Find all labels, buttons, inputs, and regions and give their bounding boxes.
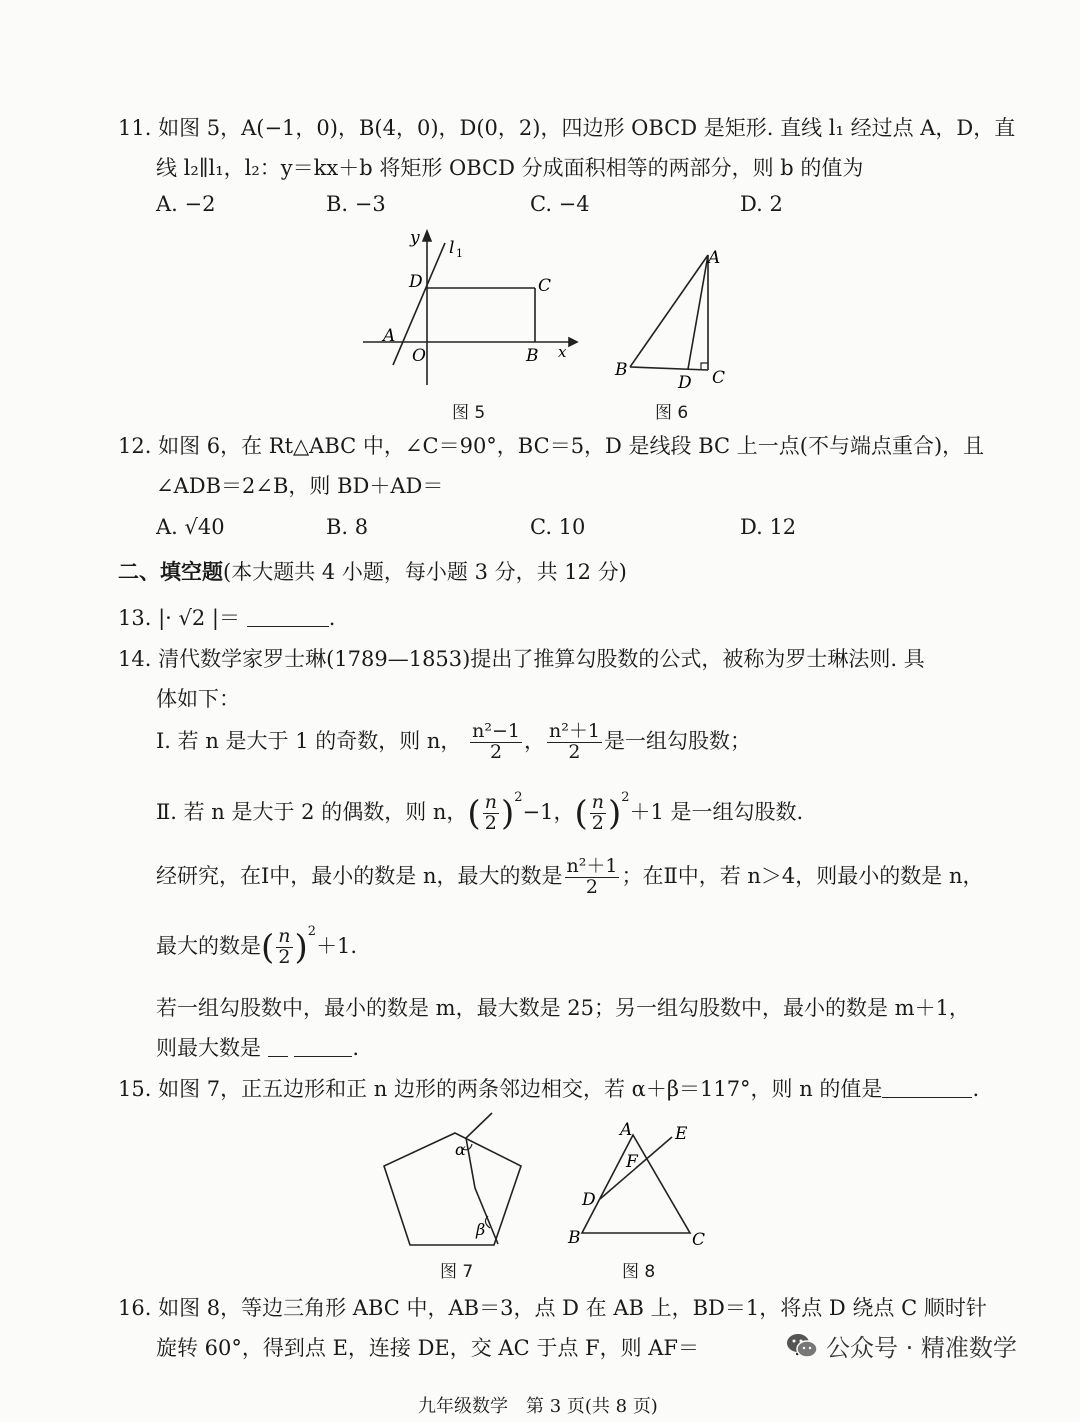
q14-rule1-suffix: 是一组勾股数； [603, 728, 751, 753]
fig5-label-B: B [526, 346, 539, 366]
q14-line2: 体如下： [156, 687, 240, 711]
figure-5 [355, 225, 585, 395]
fig7-pentagon [384, 1133, 521, 1245]
q14-rule2-mid: −1， [522, 800, 575, 824]
q14-max-sq: 2 [307, 924, 317, 939]
q12-option-b: B. 8 [326, 515, 369, 539]
fig6-label-B: B [615, 360, 628, 380]
fig6-caption: 图 6 [655, 403, 689, 423]
watermark [786, 1328, 1017, 1363]
q14-max-prefix: 最大的数是 [156, 934, 261, 958]
fig5-label-A: A [383, 326, 396, 346]
q14-rule2-f2-num: n [591, 791, 604, 814]
q14-research-f-num: n²＋1 [566, 855, 618, 877]
fig6-segment-AD [688, 255, 708, 369]
q14-rule2-fraction-2 [590, 793, 606, 834]
fig6-side-BC [630, 367, 708, 370]
q14-rule1-f1-den: 2 [490, 740, 503, 763]
fig8-label-C: C [692, 1230, 706, 1250]
q11-option-d: D. 2 [740, 192, 783, 216]
q14-rule1-f2-den: 2 [568, 740, 581, 763]
q15-answer-blank[interactable] [882, 1077, 972, 1098]
q12-option-d: D. 12 [740, 515, 797, 539]
q16-line2 [156, 1332, 801, 1362]
q14-rule1-fraction-1 [470, 722, 522, 763]
q14-line1: 14. 清代数学家罗士琳(1789—1853)提出了推算勾股数的公式，被称为罗士琳法则. 具 [118, 647, 925, 671]
q14-rule1-prefix: Ⅰ. 若 n 是大于 1 的奇数，则 n， [156, 728, 462, 753]
q14-research-suffix: ；在Ⅱ中，若 n＞4，则最小的数是 n， [621, 863, 984, 888]
q14-rule2-sq-1: 2 [514, 790, 523, 805]
wechat-icon [786, 1332, 818, 1360]
fig6-label-C: C [712, 368, 726, 388]
page-footer: 九年级数学 第 3 页(共 8 页) [418, 1396, 658, 1417]
fig5-label-O: O [412, 346, 426, 366]
fig6-right-angle [701, 363, 708, 370]
figure-8 [560, 1115, 720, 1255]
q14-line-last1: 若一组勾股数中，最小的数是 m，最大数是 25；另一组勾股数中，最小的数是 m＋1， [156, 996, 970, 1020]
fig8-caption: 图 8 [622, 1262, 656, 1282]
q14-max: 最大的数是( $\frac{n}{2}$ )$^2$＋1. [156, 924, 358, 968]
q12-line2: ∠ADB＝2∠B，则 BD＋AD＝ [156, 474, 444, 498]
q13-end: . [328, 606, 336, 630]
q14-end: . [352, 1036, 360, 1060]
fig5-label-y: y [410, 228, 420, 248]
q14-rule2-sq-2: 2 [621, 790, 630, 805]
q16-line2-text: 旋转 60°，得到点 E，连接 DE，交 AC 于点 F，则 AF＝ [156, 1336, 699, 1360]
fig5-y-arrow [423, 231, 431, 241]
q14-rule2-f1-den: 2 [484, 812, 497, 834]
q15 [118, 1073, 979, 1103]
fig8-triangle-ABC [582, 1135, 690, 1233]
fig7-label-alpha: α [455, 1140, 466, 1159]
q14-max-fraction [276, 927, 292, 968]
q14-rule2-f1-num: n [484, 791, 497, 814]
watermark-text: 公众号 · 精准数学 [826, 1334, 1017, 1362]
fig5-caption: 图 5 [452, 403, 486, 423]
q11-option-b: B. −3 [326, 192, 386, 216]
q14-rule2-fraction-1 [483, 793, 499, 834]
q14-rule-1: Ⅰ. 若 n 是大于 1 的奇数，则 n， $\frac{\text{n²−1}}{2}$ ， $\frac{\text{n²＋1}}{2}$ 是一组勾股数； [156, 720, 751, 763]
q14-rule1-fraction-2 [547, 722, 602, 763]
q12-option-c: C. 10 [530, 515, 586, 539]
q14-research-prefix: 经研究，在Ⅰ中，最小的数是 n，最大的数是 [156, 863, 563, 888]
q11-line1: 11. 如图 5，A(−1，0)，B(4，0)，D(0，2)，四边形 OBCD 是矩形. 直线 l₁ 经过点 A，D，直 [118, 116, 1016, 140]
fig8-label-D: D [582, 1190, 596, 1210]
fig5-x-arrow [569, 338, 577, 346]
fig5-label-C: C [538, 276, 552, 296]
q11-line2: 线 l₂∥l₁，l₂：y＝kx＋b 将矩形 OBCD 分成面积相等的两部分，则 b 的值为 [156, 156, 864, 180]
q14-rule1-f1-num: n²−1 [472, 720, 520, 742]
fig5-label-x: x [558, 343, 567, 361]
q11-option-c: C. −4 [530, 192, 590, 216]
q15-text: 15. 如图 7，正五边形和正 n 边形的两条邻边相交，若 α＋β＝117°，则 n 的值是 [118, 1077, 883, 1101]
q13-answer-blank[interactable] [247, 606, 329, 627]
q12-line1: 12. 如图 6，在 Rt△ABC 中，∠C＝90°，BC＝5，D 是线段 BC 上一点(不与端点重合)，且 [118, 434, 985, 458]
q14-answer-blank-a[interactable] [268, 1036, 288, 1057]
q14-max-f-num: n [278, 925, 291, 948]
q13 [118, 602, 335, 632]
figure-6 [610, 243, 740, 393]
q14-research [156, 857, 984, 898]
q16-line1: 16. 如图 8，等边三角形 ABC 中，AB＝3，点 D 在 AB 上，BD＝1，将点 D 绕点 C 顺时针 [118, 1296, 987, 1320]
q14-rule2-suffix: ＋1 是一组勾股数. [629, 800, 804, 824]
fig8-label-E: E [675, 1124, 688, 1144]
q14-rule1-f2-num: n²＋1 [549, 720, 600, 742]
fig7-label-beta: β [476, 1220, 486, 1239]
fig8-label-B: B [568, 1228, 581, 1248]
q15-end: . [972, 1077, 980, 1101]
q13-text: 13. |· √2 |＝ [118, 606, 240, 630]
fig6-side-AB [630, 255, 708, 367]
q14-last2-text: 则最大数是 [156, 1036, 261, 1060]
q14-rule2-f2-den: 2 [591, 812, 604, 834]
q14-research-f-den: 2 [585, 875, 599, 898]
figure-7 [380, 1108, 530, 1253]
q14-research-fraction [565, 857, 620, 898]
fig5-label-l1-sub: 1 [456, 247, 463, 260]
q14-max-f-den: 2 [278, 946, 291, 968]
section-2-note: (本大题共 4 小题，每小题 3 分，共 12 分) [223, 560, 627, 584]
q14-answer-blank-b[interactable] [294, 1036, 352, 1057]
q14-max-suffix: ＋1. [316, 934, 358, 958]
q14-rule2-prefix: Ⅱ. 若 n 是大于 2 的偶数，则 n， [156, 800, 468, 824]
fig7-caption: 图 7 [440, 1262, 474, 1282]
fig8-label-F: F [626, 1152, 638, 1172]
fig5-label-l1: l [449, 238, 455, 258]
q12-option-a: A. √40 [156, 515, 225, 539]
fig8-label-A: A [620, 1120, 633, 1140]
fig5-label-D: D [409, 272, 423, 292]
fig6-label-A: A [708, 248, 721, 268]
fig6-label-D: D [678, 373, 692, 393]
section-2-title: 二、填空题 [118, 560, 223, 584]
section-2-heading [118, 556, 627, 586]
q11-option-a: A. −2 [156, 192, 216, 216]
q14-line-last2 [156, 1032, 359, 1062]
q14-rule-2: Ⅱ. 若 n 是大于 2 的偶数，则 n，( $\frac{n}{2}$ )$^2$−1，( $\frac{n}{2}$ )$^2$＋1 是一组勾股数. [156, 790, 804, 834]
